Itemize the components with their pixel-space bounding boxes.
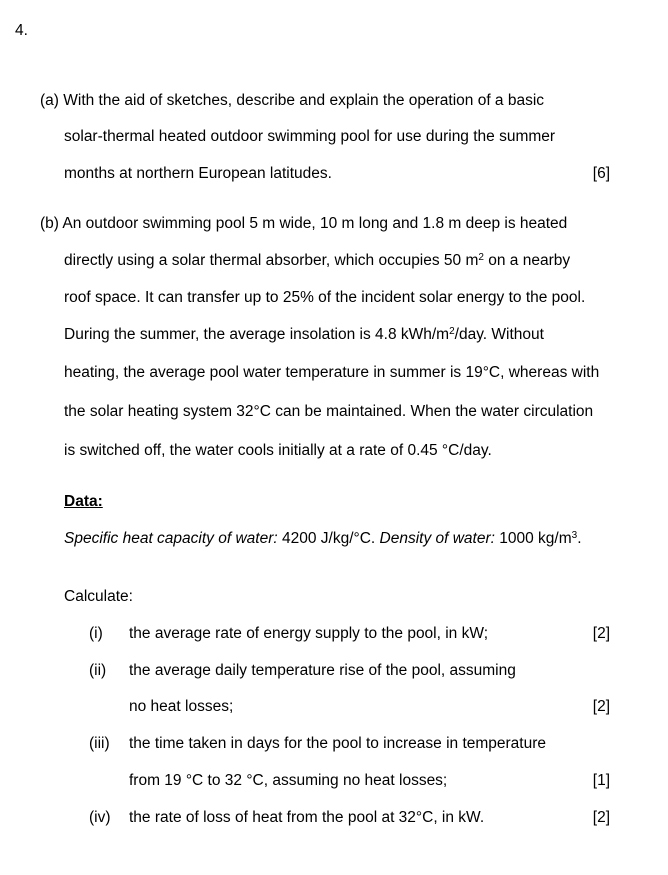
part-b-line-7: is switched off, the water cools initially at a rate of 0.45 °C/day. xyxy=(64,442,492,459)
part-b-line-6: the solar heating system 32°C can be maintained. When the water circulation xyxy=(64,403,594,420)
item-iii-mark: [1] xyxy=(592,772,610,789)
calculate-heading: Calculate: xyxy=(64,588,133,605)
item-iii-text-2: from 19 °C to 32 °C, assuming no heat losses; xyxy=(129,772,448,789)
item-ii-mark: [2] xyxy=(592,698,610,715)
part-a-line-1: (a) With the aid of sketches, describe and explain the operation of a basic xyxy=(40,92,545,109)
part-a-line-3: months at northern European latitudes. xyxy=(64,165,332,182)
part-b-line-1: (b) An outdoor swimming pool 5 m wide, 10 m long and 1.8 m deep is heated xyxy=(40,215,568,232)
item-iii-number: (iii) xyxy=(89,735,110,752)
density-label: Density of water: xyxy=(379,530,495,547)
item-i-number: (i) xyxy=(89,625,103,642)
part-a-line-2: solar-thermal heated outdoor swimming pool for use during the summer xyxy=(64,128,556,145)
part-b-line-2: directly using a solar thermal absorber, which occupies 50 $m^2$ on a nearby xyxy=(64,252,571,269)
item-ii-text-1: the average daily temperature rise of the pool, assuming xyxy=(129,662,516,679)
item-iv-number: (iv) xyxy=(89,809,111,826)
item-i-text: the average rate of energy supply to the pool, in kW; xyxy=(129,625,489,642)
item-iv-mark: [2] xyxy=(592,809,610,826)
density-value: 1000 kg/m xyxy=(494,530,572,547)
item-ii-number: (ii) xyxy=(89,662,107,679)
part-b-line-4: During the summer, the average insolation is 4.8 kWh/$m^2$/day. Without xyxy=(64,326,544,343)
item-iii-text-1: the time taken in days for the pool to increase in temperature xyxy=(129,735,547,752)
data-heading: Data: xyxy=(64,493,103,510)
shc-label: Specific heat capacity of water: xyxy=(64,530,278,547)
shc-value: 4200 J/kg/°C. xyxy=(277,530,380,547)
part-a-mark: [6] xyxy=(592,165,610,182)
part-b-line-3: roof space. It can transfer up to 25% of the incident solar energy to the pool. xyxy=(64,289,586,306)
item-i-mark: [2] xyxy=(592,625,610,642)
question-number: 4. xyxy=(15,22,28,39)
part-b-line-5: heating, the average pool water temperature in summer is 19°C, whereas with xyxy=(64,364,600,381)
item-ii-text-2: no heat losses; xyxy=(129,698,234,715)
data-line: Specific heat capacity of water: 4200 J/kg/°C. Density of water: 1000 $kg/m^3$. xyxy=(64,530,582,547)
item-iv-text: the rate of loss of heat from the pool at 32°C, in kW. xyxy=(129,809,485,826)
